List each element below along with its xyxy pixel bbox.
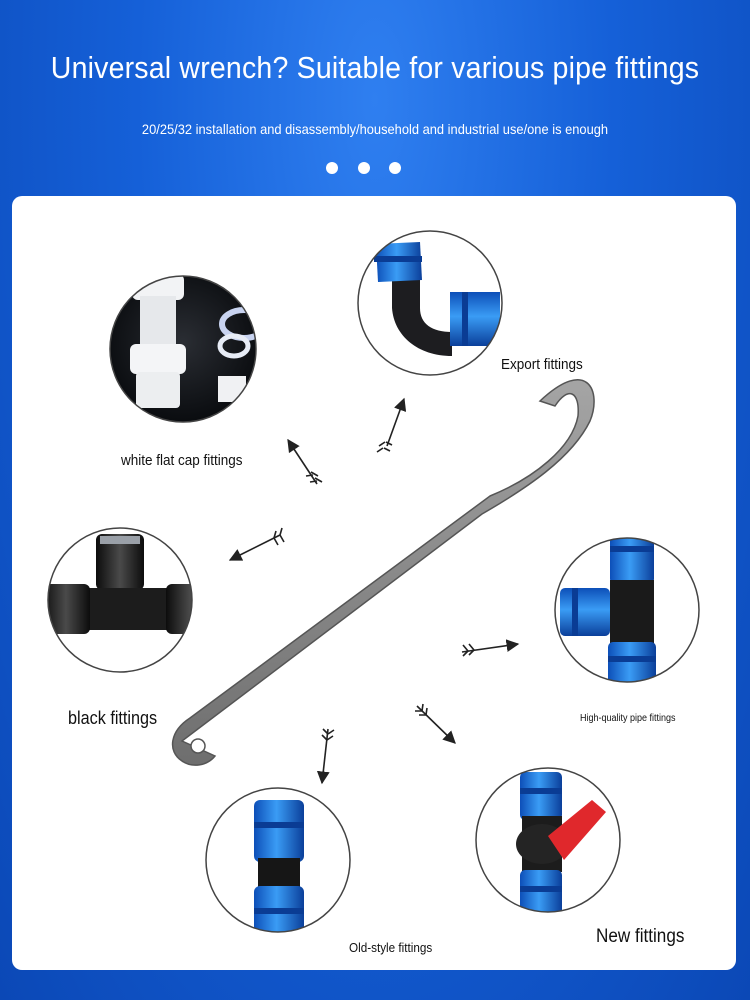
- high-quality-fittings-label: High-quality pipe fittings: [580, 713, 676, 724]
- blue-tee-fitting-icon: [555, 534, 699, 694]
- fittings-illustration: [12, 196, 736, 970]
- white-pipe-coupling-icon: [110, 274, 280, 422]
- black-fittings-label: black fittings: [68, 708, 158, 728]
- ball-valve-fitting-icon: [476, 768, 620, 918]
- white-flat-cap-label: white flat cap fittings: [121, 452, 243, 469]
- straight-coupling-icon: [206, 788, 350, 946]
- black-tee-fitting-icon: [36, 528, 214, 672]
- header-banner: [0, 0, 750, 195]
- carousel-dot-3[interactable]: [389, 162, 401, 174]
- old-style-fittings-label: Old-style fittings: [349, 940, 433, 955]
- carousel-dot-2[interactable]: [358, 162, 370, 174]
- page-subtitle: 20/25/32 installation and disassembly/household and industrial use/one is enough: [141, 121, 609, 137]
- page-title: Universal wrench? Suitable for various pipe fittings: [50, 50, 700, 85]
- carousel-dot-1[interactable]: [326, 162, 338, 174]
- new-fittings-label: New fittings: [596, 926, 685, 947]
- elbow-fitting-icon: [358, 231, 502, 375]
- export-fittings-label: Export fittings: [501, 356, 583, 373]
- carousel-dots: [324, 162, 434, 176]
- hook-wrench-image: [173, 380, 595, 765]
- product-panel: [12, 196, 736, 970]
